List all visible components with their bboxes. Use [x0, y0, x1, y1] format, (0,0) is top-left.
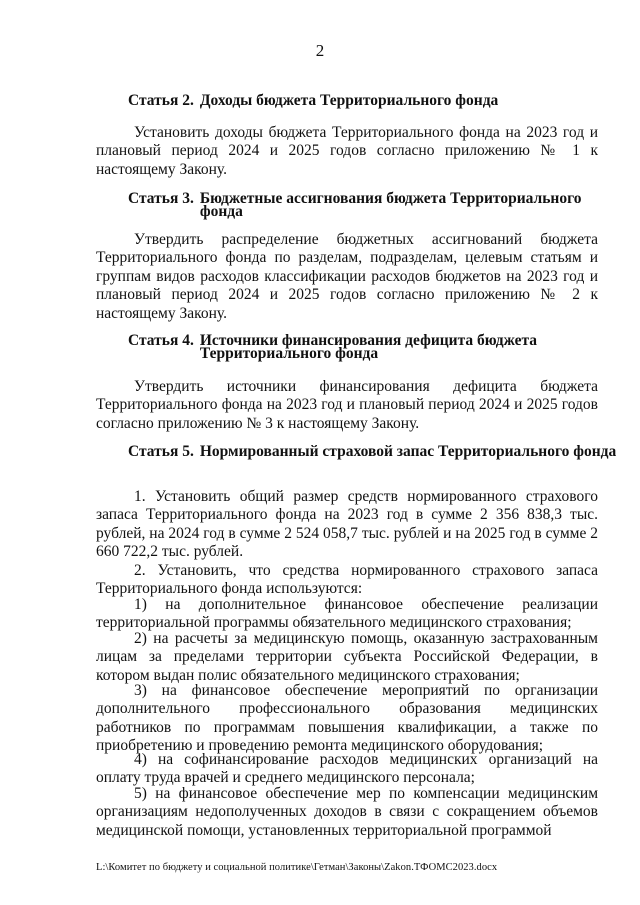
article-5-item-3: 3) на финансовое обеспечение мероприятий по организации дополнительного профессионального образования медицинских работников по программам повышения квалификации, а также по приобретению и проведению ремонта медицинского оборудования; — [96, 682, 598, 755]
article-4-heading — [128, 334, 620, 360]
article-4-paragraph: Утвердить источники финансирования дефицита бюджета Территориального фонда на 2023 год и плановый период 2024 и 2025 годов согласно приложению № 3 к настоящему Закону. — [96, 378, 598, 432]
article-title: Бюджетные ассигнования бюджета Территориального фонда — [199, 190, 582, 220]
article-number: Статья 2. — [128, 92, 194, 109]
page-number: 2 — [315, 41, 325, 60]
article-5-item-1: 1) на дополнительное финансовое обеспечение реализации территориальной программы обязательного медицинского страхования; — [96, 596, 598, 632]
footer-file-path: L:\Комитет по бюджету и социальной политике\Гетман\Законы\Zakon.ТФОМС2023.docx — [96, 862, 498, 873]
article-5-item-4: 4) на софинансирование расходов медицинских организаций на оплату труда врачей и среднего медицинского персонала; — [96, 751, 598, 787]
article-title: Нормированный страховой запас Территориального фонда — [199, 443, 617, 460]
article-3-heading — [128, 192, 620, 218]
article-5-heading — [128, 445, 620, 458]
article-title: Источники финансирования дефицита бюджета Территориального фонда — [199, 332, 538, 362]
article-number: Статья 4. — [128, 332, 194, 349]
article-5-item-2: 2) на расчеты за медицинскую помощь, оказанную застрахованным лицам за пределами территории субъекта Российской Федерации, в котором выдан полис обязательного медицинского страхования; — [96, 630, 598, 684]
article-number: Статья 3. — [128, 190, 194, 207]
article-2-paragraph: Установить доходы бюджета Территориального фонда на 2023 год и плановый период 2024 и 2025 годов согласно приложению № 1 к настоящему Закону. — [96, 124, 598, 178]
article-5-item-5: 5) на финансовое обеспечение мер по компенсации медицинским организациям недополученных доходов в связи с сокращением объемов медицинской помощи, установленных территориальной программой — [96, 785, 598, 839]
article-number: Статья 5. — [128, 443, 194, 460]
article-title: Доходы бюджета Территориального фонда — [199, 92, 499, 109]
article-5-paragraph-2: 2. Установить, что средства нормированного страхового запаса Территориального фонда используются: — [96, 562, 598, 598]
article-5-paragraph-1: 1. Установить общий размер средств нормированного страхового запаса Территориального фонда на 2023 год в сумме 2 356 838,3 тыс. рублей, на 2024 год в сумме 2 524 058,7 тыс. рублей и на 2025 год в сумме 2 660 722,2 тыс. рублей. — [96, 488, 598, 561]
article-3-paragraph: Утвердить распределение бюджетных ассигнований бюджета Территориального фонда по разделам, подразделам, целевым статьям и группам видов расходов классификации расходов бюджетов на 2023 год и плановый период 2024 и 2025 годов согласно приложению № 2 к настоящему Закону. — [96, 231, 598, 322]
article-2-heading — [128, 94, 620, 107]
